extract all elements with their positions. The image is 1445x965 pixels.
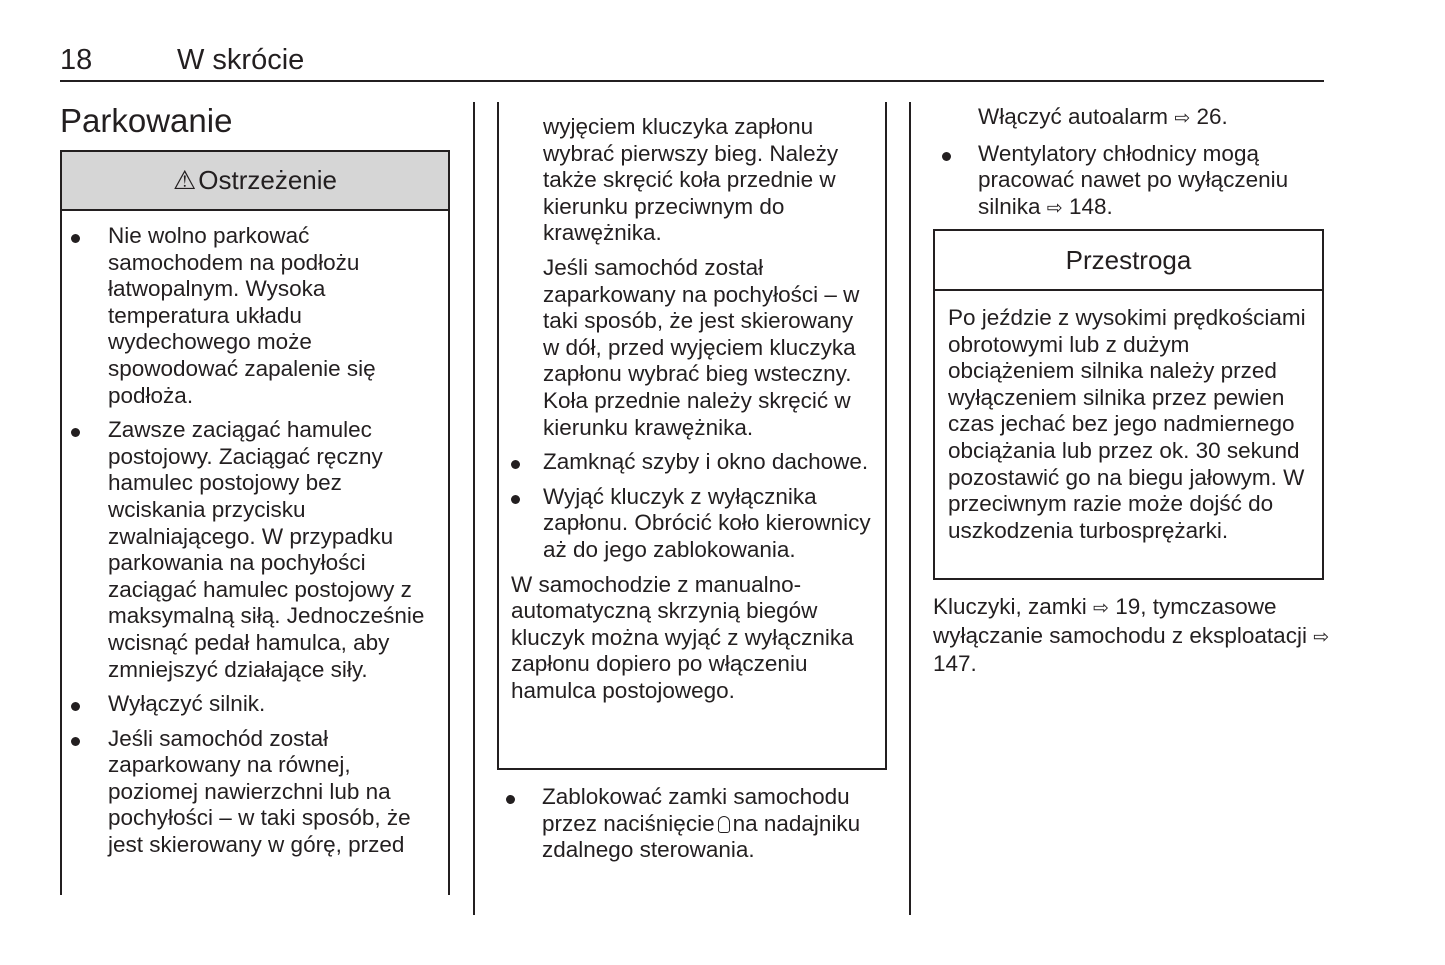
bullet-icon (511, 460, 520, 469)
caution-box (933, 229, 1324, 580)
caution-text: Po jeździe z wysokimi prędkościami obrotowymi lub z dużym obciążeniem silnika należy przed wyłączeniem silnika przez pewien czas jechać bez jego nadmiernego obciążania lub przez ok. 30 sekund pozostawić go na biegu jałowym. W przeciwnym razie może dojść do uszkodzenia turbosprężarki. (948, 305, 1306, 543)
section-title: Parkowanie (60, 102, 233, 139)
page-reference[interactable]: 19, (1115, 594, 1147, 619)
reference-arrow-icon: ⇨ (1313, 626, 1330, 648)
page-reference[interactable]: 26. (1196, 104, 1228, 129)
bullet-icon (511, 495, 520, 504)
reference-arrow-icon: ⇨ (1046, 197, 1063, 219)
column-divider (473, 102, 475, 915)
chapter-title: W skrócie (177, 44, 305, 76)
bullet-icon (506, 795, 515, 804)
page-number: 18 (60, 44, 93, 76)
see-also-references: Kluczyki, zamki ⇨ 19, tymczasowe wyłączanie samochodu z eksploatacji ⇨ 147. (933, 594, 1330, 677)
warning-title: Ostrzeżenie (198, 165, 338, 195)
warning-box-continued (497, 102, 887, 770)
caution-title: Przestroga (935, 231, 1322, 291)
warning-box (60, 150, 450, 895)
warning-item: Zamknąć szyby i okno dachowe. (511, 449, 875, 476)
bullet-icon (71, 702, 80, 711)
warning-item: Jeśli samochód został zaparkowany na równej, poziomej nawierzchni lub na pochyłości – w taki sposób, że jest skierowany w górę, przed (76, 726, 438, 859)
warning-triangle-icon: ⚠ (172, 165, 197, 195)
warning-item: Wyłączyć silnik. (76, 691, 438, 718)
warning-body (62, 211, 448, 859)
page-reference[interactable]: 147. (933, 651, 977, 677)
warning-continuation: wyjęciem kluczyka zapłonu wybrać pierwszy bieg. Należy także skręcić koła przednie w kierunku przeciwnym do krawężnika. (543, 114, 839, 246)
bullet-icon (71, 737, 80, 746)
reference-arrow-icon: ⇨ (1093, 598, 1109, 619)
warning-header (62, 152, 448, 211)
list-item: Zablokować zamki samochodu przez naciśnięcie na nadajniku zdalnego sterowania. (497, 784, 897, 864)
bullet-icon (942, 152, 951, 161)
page-reference[interactable]: 148. (1068, 193, 1113, 219)
warning-item: Wyjąć kluczyk z wyłącznika zapłonu. Obrócić koło kierownicy aż do jego zablokowania. (511, 484, 875, 564)
column-3 (933, 104, 1328, 234)
bullet-icon (71, 234, 80, 243)
lock-icon (718, 816, 730, 833)
list-continuation: Włączyć autoalarm ⇨ 26. (978, 104, 1228, 129)
list-after-box (497, 784, 897, 864)
warning-note: W samochodzie z manualno-automatyczną skrzynią biegów kluczyk można wyjąć z wyłącznika zapłonu dopiero po włączeniu hamulca postojowego. (511, 571, 854, 703)
column-divider (909, 102, 911, 915)
reference-arrow-icon: ⇨ (1174, 108, 1191, 129)
list-item: Wentylatory chłodnicy mogą pracować nawet po wyłączeniu silnika ⇨ 148. (933, 141, 1328, 223)
header-rule (60, 80, 1324, 82)
bullet-icon (71, 428, 80, 437)
warning-item: Zawsze zaciągać hamulec postojowy. Zaciągać ręczny hamulec postojowy bez wciskania przycisku zwalniającego. W przypadku parkowania na pochyłości zaciągać hamulec postojowy z maksymalną siłą. Jednocześnie wcisnąć pedał hamulca, aby zmniejszyć działające siły. (76, 417, 438, 683)
warning-paragraph: Jeśli samochód został zaparkowany na pochyłości – w taki sposób, że jest skierowany w dół, przed wyjęciem kluczyka zapłonu wybrać bieg wsteczny. Koła przednie należy skręcić w kierunku krawężnika. (543, 254, 860, 440)
warning-item: Nie wolno parkować samochodem na podłożu łatwopalnym. Wysoka temperatura układu wydechowego może spowodować zapalenie się podłoża. (76, 223, 438, 409)
